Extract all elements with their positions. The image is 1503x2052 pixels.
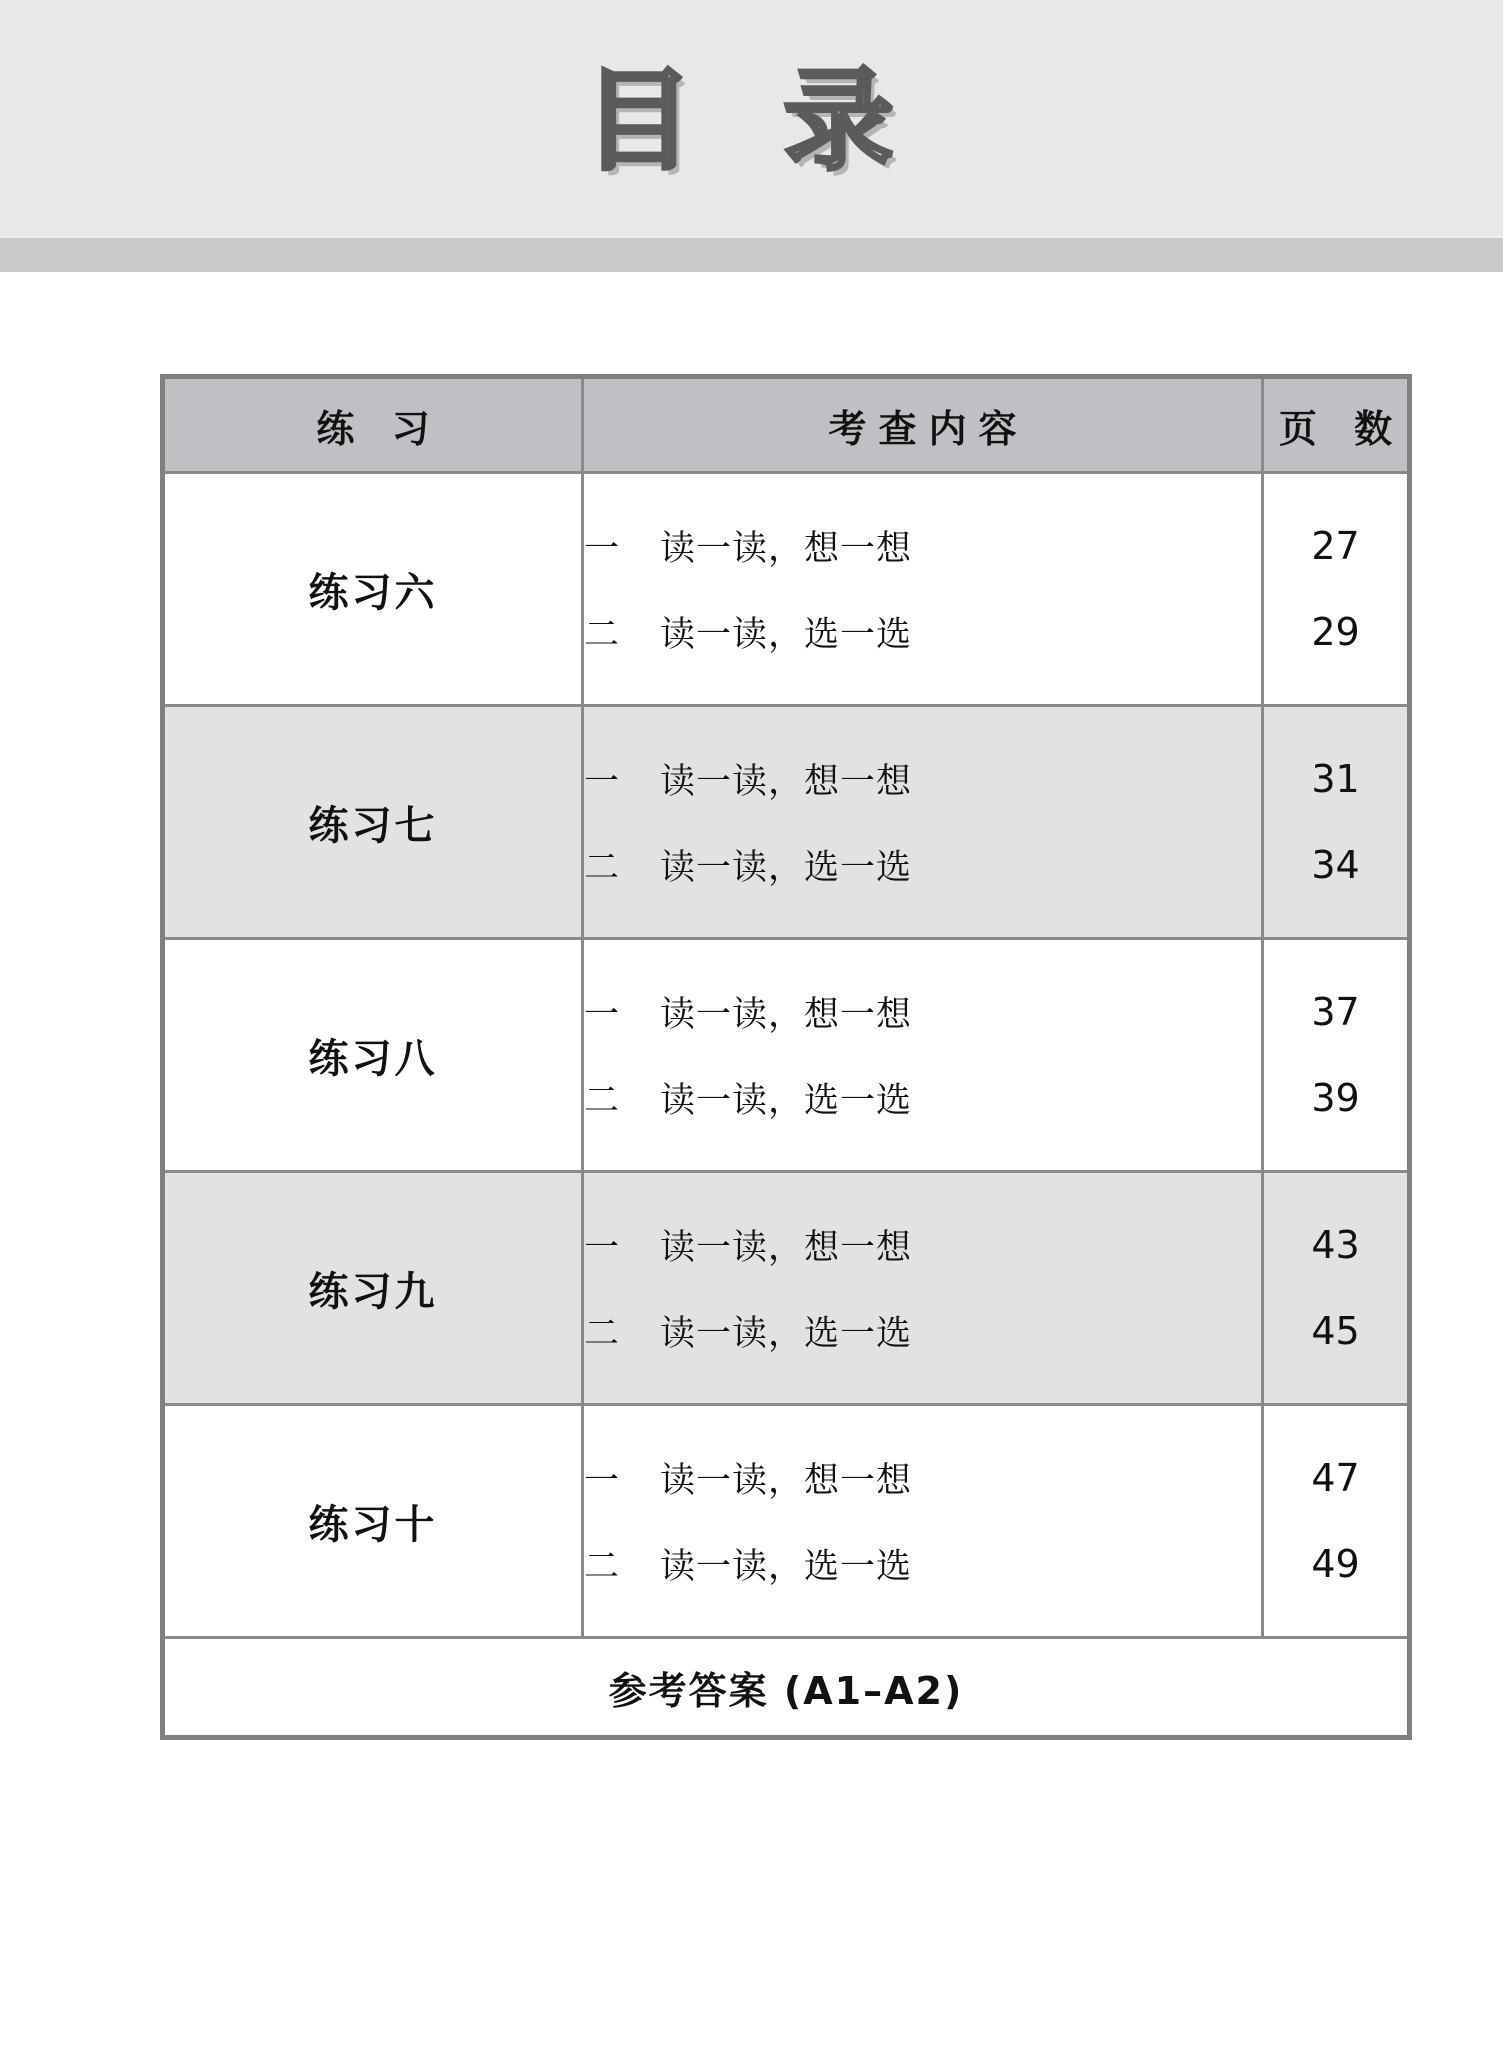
table-footer-row xyxy=(163,1638,1410,1738)
list-item xyxy=(584,1055,1261,1141)
item-number: 二 xyxy=(584,1547,620,1587)
item-number: 一 xyxy=(584,1228,620,1268)
exercise-label: 练习九 xyxy=(163,1172,583,1405)
exercise-label: 练习六 xyxy=(163,473,583,706)
list-item xyxy=(584,1435,1261,1521)
item-text: 读一读，选一选 xyxy=(660,615,913,655)
list-item xyxy=(584,1202,1261,1288)
page-numbers xyxy=(1263,473,1410,706)
table-row xyxy=(163,706,1410,939)
item-text: 读一读，选一选 xyxy=(660,848,913,888)
list-item xyxy=(584,503,1261,589)
table-row xyxy=(163,1172,1410,1405)
column-header-content: 考查内容 xyxy=(583,377,1263,473)
page-numbers xyxy=(1263,706,1410,939)
item-text: 读一读，想一想 xyxy=(660,762,913,802)
page-number: 37 xyxy=(1311,990,1360,1034)
header-divider xyxy=(0,238,1503,272)
exercise-label: 练习十 xyxy=(163,1405,583,1638)
page-number: 47 xyxy=(1311,1456,1360,1500)
item-number: 二 xyxy=(584,1314,620,1354)
item-text: 读一读，想一想 xyxy=(660,1228,913,1268)
page-title: 目 录 xyxy=(583,57,920,185)
item-text: 读一读，想一想 xyxy=(660,995,913,1035)
item-text: 读一读，选一选 xyxy=(660,1547,913,1587)
item-number: 一 xyxy=(584,995,620,1035)
table-row xyxy=(163,473,1410,706)
content-list xyxy=(583,1172,1263,1405)
list-item xyxy=(584,736,1261,822)
item-number: 二 xyxy=(584,848,620,888)
page-numbers xyxy=(1263,939,1410,1172)
exercise-label: 练习八 xyxy=(163,939,583,1172)
page-number: 45 xyxy=(1311,1309,1360,1353)
item-number: 一 xyxy=(584,1461,620,1501)
toc-table-head xyxy=(163,377,1410,473)
page-number: 43 xyxy=(1311,1223,1360,1267)
content-list xyxy=(583,473,1263,706)
list-item xyxy=(584,822,1261,908)
column-header-page: 页 数 xyxy=(1263,377,1410,473)
toc-table xyxy=(160,374,1412,1740)
answer-key-label: 参考答案 (A1–A2) xyxy=(163,1638,1410,1738)
page-number: 31 xyxy=(1311,757,1360,801)
content-list xyxy=(583,939,1263,1172)
list-item xyxy=(584,969,1261,1055)
column-header-exercise: 练 习 xyxy=(163,377,583,473)
list-item xyxy=(584,1288,1261,1374)
item-number: 二 xyxy=(584,615,620,655)
page-numbers xyxy=(1263,1405,1410,1638)
header-band xyxy=(0,0,1503,238)
item-text: 读一读，想一想 xyxy=(660,529,913,569)
content-list xyxy=(583,1405,1263,1638)
page-numbers xyxy=(1263,1172,1410,1405)
item-number: 二 xyxy=(584,1081,620,1121)
page-number: 34 xyxy=(1311,843,1360,887)
page-number: 29 xyxy=(1311,610,1360,654)
list-item xyxy=(584,1521,1261,1607)
item-text: 读一读，选一选 xyxy=(660,1081,913,1121)
table-row xyxy=(163,939,1410,1172)
item-number: 一 xyxy=(584,529,620,569)
page-number: 49 xyxy=(1311,1542,1360,1586)
content-list xyxy=(583,706,1263,939)
toc-table-body xyxy=(163,473,1410,1738)
page-number: 27 xyxy=(1311,524,1360,568)
table-of-contents xyxy=(160,374,1407,1740)
table-row xyxy=(163,1405,1410,1638)
item-number: 一 xyxy=(584,762,620,802)
page-number: 39 xyxy=(1311,1076,1360,1120)
list-item xyxy=(584,589,1261,675)
exercise-label: 练习七 xyxy=(163,706,583,939)
item-text: 读一读，选一选 xyxy=(660,1314,913,1354)
item-text: 读一读，想一想 xyxy=(660,1461,913,1501)
table-header-row xyxy=(163,377,1410,473)
